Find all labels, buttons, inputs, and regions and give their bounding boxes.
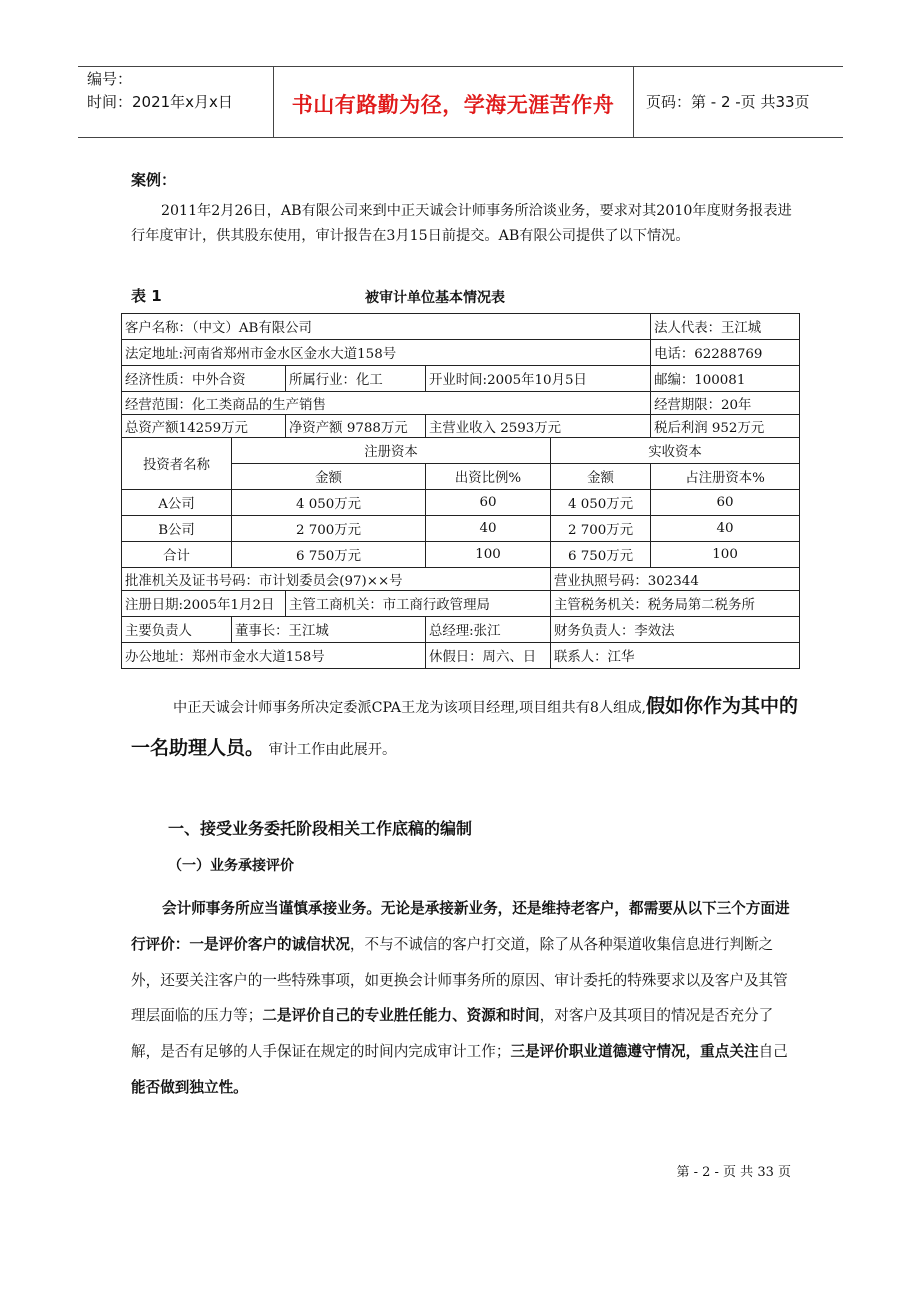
- motto: 书山有路勤为径，学海无涯苦作舟: [291, 93, 615, 117]
- table-title: 被审计单位基本情况表: [365, 290, 505, 306]
- bold-segment-3: 三是评价职业道德遵守情况，重点关注: [510, 1043, 759, 1061]
- investor-name-header: 投资者名称: [122, 438, 232, 490]
- page-footer: 第 - 2 - 页 共 33 页: [676, 1165, 791, 1180]
- paid-ratio-header: 占注册资本%: [651, 464, 800, 490]
- paid-ratio: 40: [651, 516, 800, 542]
- business-period: 经营期限：20年: [651, 392, 800, 415]
- license-number: 营业执照号码：302344: [551, 568, 800, 591]
- holidays: 休假日：周六、日: [426, 643, 551, 669]
- approval-authority: 批准机关及证书号码：市计划委员会(97)××号: [122, 568, 551, 591]
- paid-ratio: 60: [651, 490, 800, 516]
- principal-label: 主要负责人: [122, 617, 232, 643]
- investor-name: A公司: [122, 490, 232, 516]
- paid-capital-header: 实收资本: [551, 438, 800, 464]
- number-label: 编号：: [87, 70, 133, 88]
- total-assets: 总资产额14259万元: [122, 415, 286, 438]
- normal-segment-2: ，对客户及其项目的情况是否充分了解，是否有足够的人手保证在规定的时间内完成审计工作；: [131, 1007, 774, 1061]
- header-meta-cell: [78, 67, 274, 137]
- case-title: 案例：: [131, 171, 177, 189]
- page-number-label: 页码：第 - 2 -页 共33页: [646, 93, 810, 111]
- industry: 所属行业：化工: [286, 366, 426, 392]
- reg-ratio: 60: [426, 490, 551, 516]
- project-team-paragraph: [131, 686, 801, 770]
- normal-segment-3: 自己: [758, 1043, 788, 1061]
- para2-part-a: 中正天诚会计师事务所决定委派CPA王龙为该项目经理,项目组共有8人组成,: [173, 700, 647, 716]
- client-info-table: [121, 313, 800, 669]
- header-motto-cell: [273, 67, 634, 137]
- open-date: 开业时间:2005年10月5日: [426, 366, 651, 392]
- tax-authority: 主管税务机关：税务局第二税务所: [551, 591, 800, 617]
- legal-rep: 法人代表：王江城: [651, 314, 800, 340]
- phone: 电话：62288769: [651, 340, 800, 366]
- bold-segment-1: 会计师事务所应当谨慎承接业务。无论是承接新业务，还是维持老客户，都需要从以下三个方面进行评价：一是评价客户的诚信状况: [131, 900, 790, 953]
- general-manager: 总经理:张江: [426, 617, 551, 643]
- para2-part-c: 审计工作由此展开。: [264, 742, 397, 758]
- case-intro: 2011年2月26日，AB有限公司来到中正天诚会计师事务所洽谈业务，要求对其2010年度财务报表进行年度审计，供其股东使用，审计报告在3月15日前提交。AB有限公司提供了以下情况。: [131, 203, 792, 244]
- reg-amount: 2 700万元: [232, 516, 426, 542]
- business-scope: 经营范围：化工类商品的生产销售: [122, 392, 651, 415]
- reg-ratio: 100: [426, 542, 551, 568]
- investor-name: 合计: [122, 542, 232, 568]
- reg-ratio: 40: [426, 516, 551, 542]
- reg-amount: 4 050万元: [232, 490, 426, 516]
- registration-date: 注册日期:2005年1月2日: [122, 591, 286, 617]
- after-tax-profit: 税后利润 952万元: [651, 415, 800, 438]
- reg-amount-header: 金额: [232, 464, 426, 490]
- evaluation-paragraph: [131, 891, 796, 1106]
- bold-segment-4: 能否做到独立性。: [131, 1078, 248, 1096]
- contact-person: 联系人：江华: [551, 643, 800, 669]
- net-assets: 净资产额 9788万元: [286, 415, 426, 438]
- normal-segment-1: ，不与不诚信的客户打交道，除了从各种渠道收集信息进行判断之外，还要关注客户的一些特殊事项，如更换会计师事务所的原因、审计委托的特殊要求以及客户及其管理层面临的压力等；: [131, 935, 788, 1025]
- table-row: [122, 542, 800, 568]
- paid-amount: 2 700万元: [551, 516, 651, 542]
- paid-amount: 6 750万元: [551, 542, 651, 568]
- table-label: 表 1: [131, 287, 162, 305]
- para2-emphasis: 假如你作为其中的一名助理人员。: [131, 695, 799, 759]
- table-row: [122, 516, 800, 542]
- reg-amount: 6 750万元: [232, 542, 426, 568]
- postcode: 邮编：100081: [651, 366, 800, 392]
- table-row: [122, 490, 800, 516]
- investor-name: B公司: [122, 516, 232, 542]
- chairman: 董事长：王江城: [232, 617, 426, 643]
- page-header: [78, 66, 843, 138]
- bold-segment-2: 二是评价自己的专业胜任能力、资源和时间: [262, 1007, 540, 1025]
- paid-amount-header: 金额: [551, 464, 651, 490]
- paid-ratio: 100: [651, 542, 800, 568]
- client-name: 客户名称：（中文）AB有限公司: [122, 314, 651, 340]
- subsection-heading: （一）业务承接评价: [168, 858, 294, 874]
- legal-address: 法定地址:河南省郑州市金水区金水大道158号: [122, 340, 651, 366]
- reg-capital-header: 注册资本: [232, 438, 551, 464]
- econ-nature: 经济性质：中外合资: [122, 366, 286, 392]
- office-address: 办公地址：郑州市金水大道158号: [122, 643, 426, 669]
- finance-head: 财务负责人：李效法: [551, 617, 800, 643]
- date-label: 时间：2021年x月x日: [87, 93, 233, 111]
- header-page-cell: [634, 67, 843, 137]
- main-revenue: 主营业收入 2593万元: [426, 415, 651, 438]
- paid-amount: 4 050万元: [551, 490, 651, 516]
- section-heading: 一、接受业务委托阶段相关工作底稿的编制: [168, 819, 473, 838]
- reg-ratio-header: 出资比例%: [426, 464, 551, 490]
- icb-authority: 主管工商机关：市工商行政管理局: [286, 591, 551, 617]
